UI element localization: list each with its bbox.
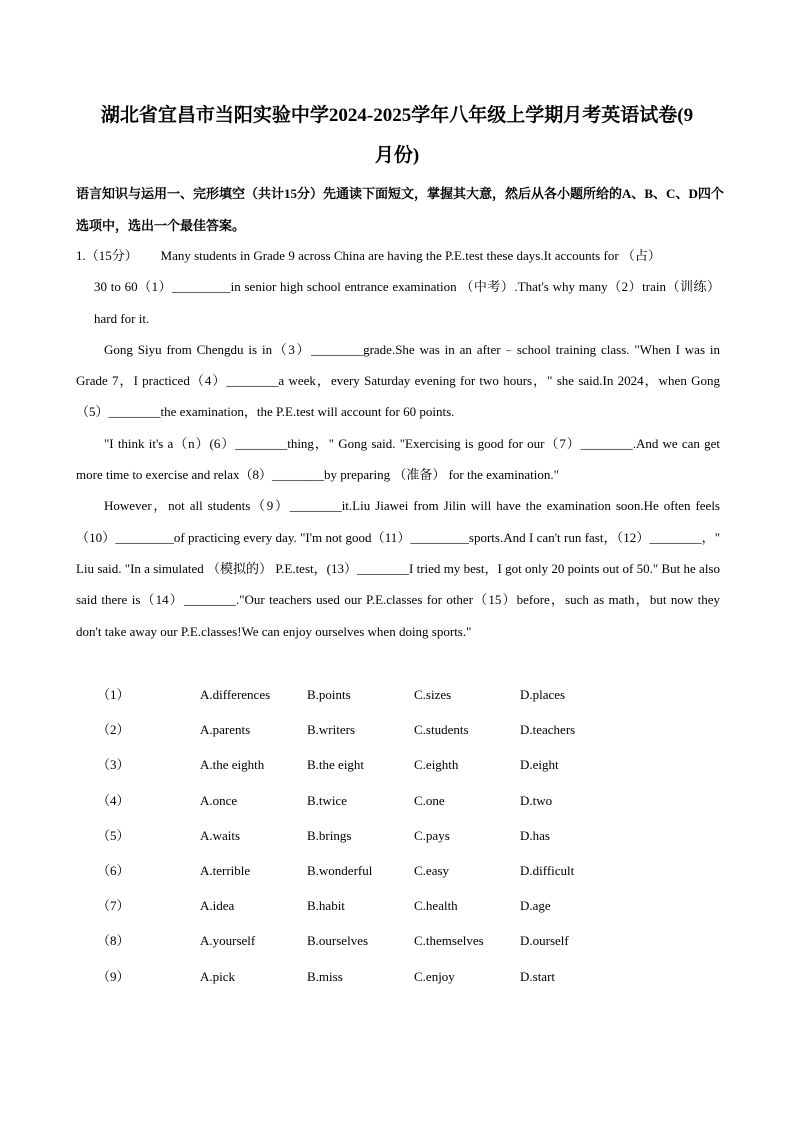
title-line-2: 月份): [374, 145, 420, 166]
option-number: （3）: [97, 757, 130, 773]
option-d: D.start: [520, 968, 556, 984]
option-a: A.idea: [200, 898, 235, 914]
option-c: C.pays: [414, 827, 450, 843]
cloze-passage: [76, 240, 720, 647]
section-instructions: 语言知识与运用一、完形填空（共计15分）先通读下面短文，掌握其大意，然后从各小题所给的A、B、C、D四个选项中，选出一个最佳答案。: [76, 186, 724, 233]
option-d: D.has: [520, 827, 550, 843]
option-d: D.age: [520, 898, 551, 914]
question-rest: 30 to 60（1）_________in senior high school entrance examination （中考）.That's why many（2）train（训练） hard for it.: [94, 279, 720, 326]
option-number: （2）: [97, 722, 130, 738]
option-d: D.ourself: [520, 933, 569, 949]
title-line-1: 湖北省宜昌市当阳实验中学2024-2025学年八年级上学期月考英语试卷(9: [100, 105, 694, 126]
option-a: A.pick: [200, 968, 236, 984]
option-c: C.enjoy: [414, 968, 455, 984]
option-c: C.health: [414, 898, 458, 914]
page-title: [60, 96, 734, 176]
option-b: B.miss: [307, 968, 343, 984]
option-c: C.students: [414, 722, 469, 738]
option-b: B.brings: [307, 827, 352, 843]
passage-paragraph: "I think it's a（n）(6）________thing，" Gong said. "Exercising is good for our（7）________.And we can get more time to exercise and relax（8）________by preparing （准备） for the examination.": [76, 435, 720, 483]
option-d: D.eight: [520, 757, 559, 773]
option-a: A.differences: [200, 687, 271, 702]
option-d: D.two: [520, 792, 553, 808]
question-number: 1.（15分）: [76, 248, 138, 263]
question-first-line: Many students in Grade 9 across China are having the P.E.test these days.It accounts for （占）: [160, 248, 661, 263]
option-c: C.sizes: [414, 687, 452, 702]
passage-paragraph: However，not all students（9）________it.Liu Jiawei from Jilin will have the examination soon.He often feels（10）_________of practicing every day. "I'm not good（11）_________sports.And I can't run fast，（12）________，" Liu said. "In a simulated （模拟的） P.E.test，(13）________I tried my best，I got only 20 points out of 50." But he also said there is（14）________."Our teachers used our P.E.classes for other（15）before，such as math，but now they don't take away our P.E.classes!We can enjoy ourselves when doing sports.": [76, 498, 720, 639]
option-number: （9）: [97, 968, 130, 984]
option-a: A.terrible: [200, 862, 251, 878]
option-c: C.one: [414, 792, 445, 808]
option-d: D.places: [520, 687, 566, 702]
option-a: A.once: [200, 792, 238, 808]
option-c: C.easy: [414, 862, 450, 878]
option-number: （6）: [97, 862, 130, 878]
option-d: D.teachers: [520, 722, 576, 738]
option-b: B.twice: [307, 792, 348, 808]
option-c: C.eighth: [414, 757, 459, 773]
option-b: B.points: [307, 687, 351, 702]
option-number: （5）: [97, 827, 130, 843]
option-d: D.difficult: [520, 862, 575, 878]
option-c: C.themselves: [414, 933, 484, 949]
option-b: B.wonderful: [307, 862, 373, 878]
option-b: B.writers: [307, 722, 356, 738]
option-number: （8）: [97, 933, 130, 949]
option-number: （1）: [97, 687, 130, 702]
option-b: B.habit: [307, 898, 345, 914]
option-a: A.waits: [200, 827, 241, 843]
option-number: （4）: [97, 792, 130, 808]
option-a: A.parents: [200, 722, 251, 738]
option-b: B.ourselves: [307, 933, 369, 949]
passage-paragraph: Gong Siyu from Chengdu is in（3）________grade.She was in an after﹣school training class. "When I was in Grade 7，I practiced（4）________a week，every Saturday evening for two hours，" she said.In 2024，when Gong（5）________the examination，the P.E.test will account for 60 points.: [76, 341, 720, 420]
question-intro: [76, 240, 720, 334]
option-number: （7）: [97, 898, 130, 914]
option-a: A.the eighth: [200, 757, 265, 773]
option-b: B.the eight: [307, 757, 365, 773]
option-a: A.yourself: [200, 933, 256, 949]
